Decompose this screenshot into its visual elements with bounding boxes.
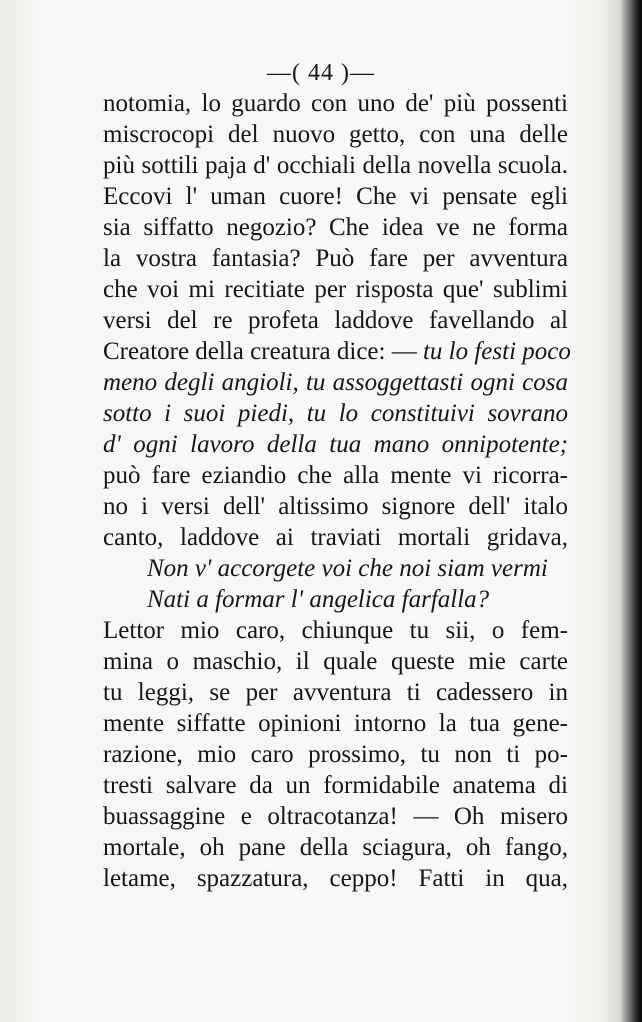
text-line: buassaggine e oltracotanza! — Oh misero [103, 803, 568, 830]
body-text [103, 88, 571, 894]
text-line: notomia, lo guardo con uno de' più possenti [103, 90, 568, 117]
page-number: —( 44 )— [267, 60, 375, 86]
text-line: canto, laddove ai traviati mortali gridava, [103, 524, 568, 551]
italic-span: tu lo festi poco [422, 338, 571, 365]
text-line: no i versi dell' altissimo signore dell' italo [103, 493, 568, 520]
verse-line: Nati a formar l' angelica farfalla? [147, 586, 490, 613]
text-line: mortale, oh pane della sciagura, oh fango, [103, 834, 568, 861]
text-span: Creatore della creatura dice: — [103, 338, 417, 365]
text-line [103, 336, 571, 367]
text-line: Eccovi l' uman cuore! Che vi pensate egli [103, 183, 568, 210]
text-line: miscrocopi del nuovo getto, con una delle [103, 121, 568, 148]
text-line: sotto i suoi piedi, tu lo constituivi sovrano [103, 400, 568, 427]
text-line: mente siffatte opinioni intorno la tua gene- [103, 710, 568, 737]
text-line: tresti salvare da un formidabile anatema di [103, 772, 568, 799]
text-line: meno degli angioli, tu assoggettasti ogni cosa [103, 369, 568, 396]
text-line: più sottili paja d' occhiali della novella scuola. [103, 152, 568, 179]
text-line: che voi mi recitiate per risposta que' sublimi [103, 276, 568, 303]
text-line: può fare eziandio che alla mente vi ricorra- [103, 462, 568, 489]
text-line: letame, spazzatura, ceppo! Fatti in qua, [103, 865, 568, 892]
text-line: d' ogni lavoro della tua mano onnipotente; [103, 431, 568, 458]
verse-line: Non v' accorgete voi che noi siam vermi [147, 555, 548, 582]
text-line: versi del re profeta laddove favellando al [103, 307, 568, 334]
text-line: mina o maschio, il quale queste mie carte [103, 648, 568, 675]
text-line: la vostra fantasia? Può fare per avventura [103, 245, 568, 272]
text-line: sia siffatto negozio? Che idea ve ne forma [103, 214, 568, 241]
text-line: razione, mio caro prossimo, tu non ti po- [103, 741, 568, 768]
text-line: Lettor mio caro, chiunque tu sii, o fem- [103, 617, 568, 644]
text-line: tu leggi, se per avventura ti cadessero in [103, 679, 568, 706]
page-edge-shadow [620, 0, 642, 1022]
